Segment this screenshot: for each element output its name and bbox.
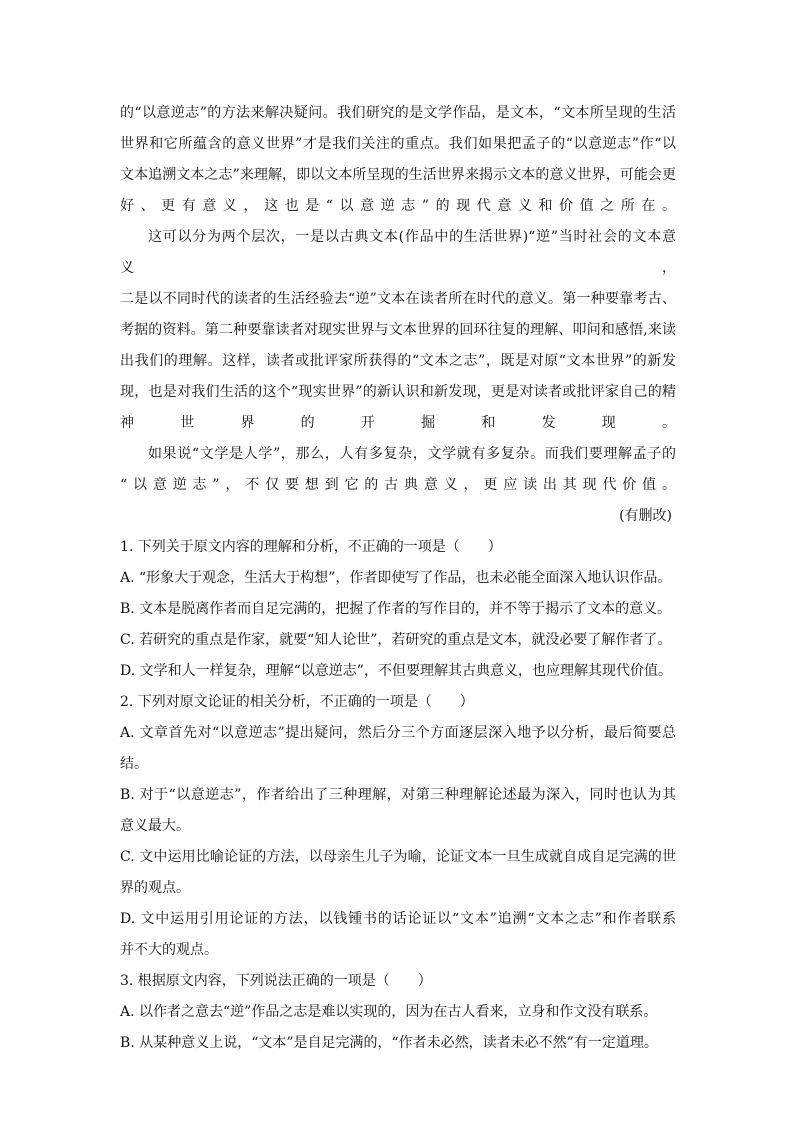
passage-paragraph-2 <box>120 222 676 439</box>
option-b: B. 对于“以意逆志”，作者给出了三种理解，对第三种理解论述最为深入，同时也认为其 意义最大。 <box>120 787 676 834</box>
option-a: A. 以作者之意去“逆”作品之志是难以实现的，因为在古人看来，立身和作文没有联系。 <box>120 1004 658 1020</box>
text-line: 出我们的理解。这样，读者或批评家所获得的“文本之志”，既是对原“文本世界”的新发 <box>120 353 676 369</box>
text-line: 的“以意逆志”的方法来解决疑问。我们研究的是文学作品，是文本，“文本所呈现的生活 <box>120 105 676 121</box>
question-stem: 1. 下列关于原文内容的理解和分析，不正确的一项是（ ） <box>120 539 502 555</box>
option-a: A. “形象大于观念，生活大于构想”，作者即使写了作品，也未必能全面深入地认识作品。 <box>120 570 672 586</box>
text-line: 文本追溯文本之志”来理解，即以文本所呈现的生活世界来揭示文本的意义世界，可能会更 <box>120 167 676 183</box>
question-stem: 2. 下列对原文论证的相关分析，不正确的一项是（ ） <box>120 694 474 710</box>
text-line: 神世界的开掘和发现。 <box>120 415 676 431</box>
text-line: 如果说“文学是人学”，那么，人有多复杂，文学就有多复杂。而我们要理解孟子的 <box>148 446 676 462</box>
question-stem: 3. 根据原文内容，下列说法正确的一项是（ ） <box>120 973 432 989</box>
option-d: D. 文中运用引用论证的方法，以钱锺书的话论证以“文本”追溯“文本之志”和作者联系 并不大的观点。 <box>120 911 676 958</box>
text-line: 现，也是对我们生活的这个“现实世界”的新认识和新发现，更是对读者或批评家自己的精 <box>120 384 676 400</box>
passage-paragraph-1 <box>120 98 676 222</box>
option-c: C. 若研究的重点是作家，就要“知人论世”，若研究的重点是文本，就没必要了解作者了。 <box>120 632 672 648</box>
text-line: 世界和它所蕴含的意义世界”才是我们关注的重点。我们如果把孟子的“以意逆志”作“以 <box>120 136 676 152</box>
question-1 <box>120 532 676 687</box>
question-2 <box>120 687 676 966</box>
text-line: 好、更有意义，这也是“以意逆志”的现代意义和价值之所在。 <box>120 198 676 214</box>
text-line: 考据的资料。第二种要靠读者对现实世界与文本世界的回环往复的理解、叩问和感悟,来读 <box>120 322 676 338</box>
option-a: A. 文章首先对“以意逆志”提出疑问，然后分三个方面逐层深入地予以分析，最后简要总 结。 <box>120 725 676 772</box>
passage-paragraph-3 <box>120 439 676 501</box>
option-c: C. 文中运用比喻论证的方法，以母亲生儿子为喻，论证文本一旦生成就自成自足完满的世 界的观点。 <box>120 849 676 896</box>
text-line: “以意逆志”，不仅要想到它的古典意义，更应读出其现代价值。 <box>120 477 676 493</box>
document-page <box>120 98 676 1059</box>
text-line: 二是以不同时代的读者的生活经验去“逆”文本在读者所在时代的意义。第一种要靠考古、 <box>120 291 676 307</box>
option-b: B. 从某种意义上说，“文本”是自足完满的，“作者未必然，读者未必不然”有一定道理。 <box>120 1035 658 1051</box>
option-b: B. 文本是脱离作者而自足完满的，把握了作者的写作目的，并不等于揭示了文本的意义。 <box>120 601 672 617</box>
option-d: D. 文学和人一样复杂，理解“以意逆志”，不但要理解其古典意义，也应理解其现代价值。 <box>120 663 672 679</box>
source-note: (有删改) <box>619 508 672 524</box>
text-line: 这可以分为两个层次，一是以古典文本(作品中的生活世界)“逆”当时社会的文本意义， <box>120 229 676 276</box>
question-3 <box>120 966 676 1059</box>
